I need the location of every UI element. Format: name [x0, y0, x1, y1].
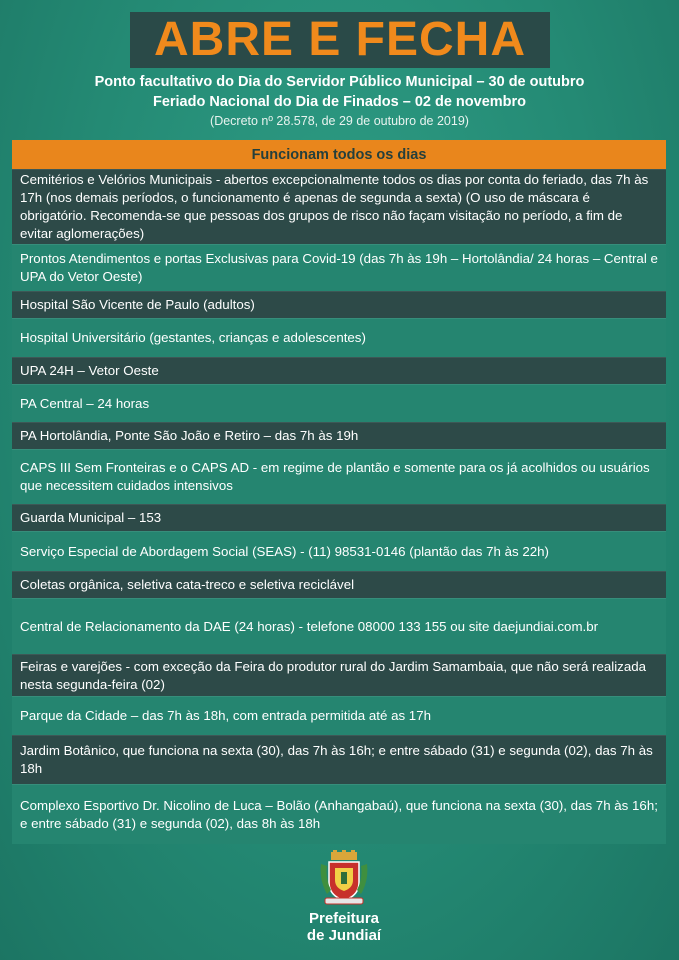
table-row: UPA 24H – Vetor Oeste: [12, 357, 666, 384]
table-row: Central de Relacionamento da DAE (24 horas) - telefone 08000 133 155 ou site daejundiai.com.br: [12, 598, 666, 654]
services-table: [12, 140, 666, 844]
table-row: Prontos Atendimentos e portas Exclusivas para Covid-19 (das 7h às 19h – Hortolândia/ 24 horas – Central e UPA do Vetor Oeste): [12, 244, 666, 291]
logo-line-2: de Jundiaí: [306, 927, 382, 944]
table-row: Cemitérios e Velórios Municipais - abertos excepcionalmente todos os dias por conta do feriado, das 7h às 17h (nos demais períodos, o funcionamento é apenas de segunda a sexta) (O uso de máscara é obrigatório. Recomenda-se que pessoas dos grupos de risco não façam visitação no período, a fim de evitar aglomerações): [12, 169, 666, 244]
table-row: CAPS III Sem Fronteiras e o CAPS AD - em regime de plantão e somente para os já acolhidos ou usuários que necessitem cuidados intensivos: [12, 449, 666, 504]
table-row: Complexo Esportivo Dr. Nicolino de Luca – Bolão (Anhangabaú), que funciona na sexta (30), das 7h às 16h; e entre sábado (31) e segunda (02), das 8h às 18h: [12, 784, 666, 844]
table-row: Parque da Cidade – das 7h às 18h, com entrada permitida até as 17h: [12, 696, 666, 735]
table-row: Feiras e varejões - com exceção da Feira do produtor rural do Jardim Samambaia, que não será realizada nesta segunda-feira (02): [12, 654, 666, 696]
table-row: Hospital São Vicente de Paulo (adultos): [12, 291, 666, 318]
subtitle-servidor: Ponto facultativo do Dia do Servidor Público Municipal – 30 de outubro: [94, 74, 585, 90]
table-row: Jardim Botânico, que funciona na sexta (30), das 7h às 16h; e entre sábado (31) e segunda (02), das 7h às 18h: [12, 735, 666, 784]
table-row: Guarda Municipal – 153: [12, 504, 666, 531]
table-row: Coletas orgânica, seletiva cata-treco e seletiva reciclável: [12, 571, 666, 598]
jundiai-coat-of-arms-icon: [317, 850, 371, 906]
table-row: Hospital Universitário (gestantes, crianças e adolescentes): [12, 318, 666, 357]
subtitle-finados: Feriado Nacional do Dia de Finados – 02 de novembro: [152, 94, 527, 110]
table-heading: Funcionam todos os dias: [12, 140, 666, 169]
page-title: ABRE E FECHA: [153, 13, 527, 66]
logo-line-1: Prefeitura: [308, 910, 380, 927]
table-row: PA Central – 24 horas: [12, 384, 666, 422]
prefeitura-logo: [304, 850, 384, 944]
table-row: PA Hortolândia, Ponte São João e Retiro – das 7h às 19h: [12, 422, 666, 449]
decree-reference: (Decreto nº 28.578, de 29 de outubro de 2019): [210, 114, 469, 128]
table-row: Serviço Especial de Abordagem Social (SEAS) - (11) 98531-0146 (plantão das 7h às 22h): [12, 531, 666, 571]
title-banner: [130, 12, 550, 68]
